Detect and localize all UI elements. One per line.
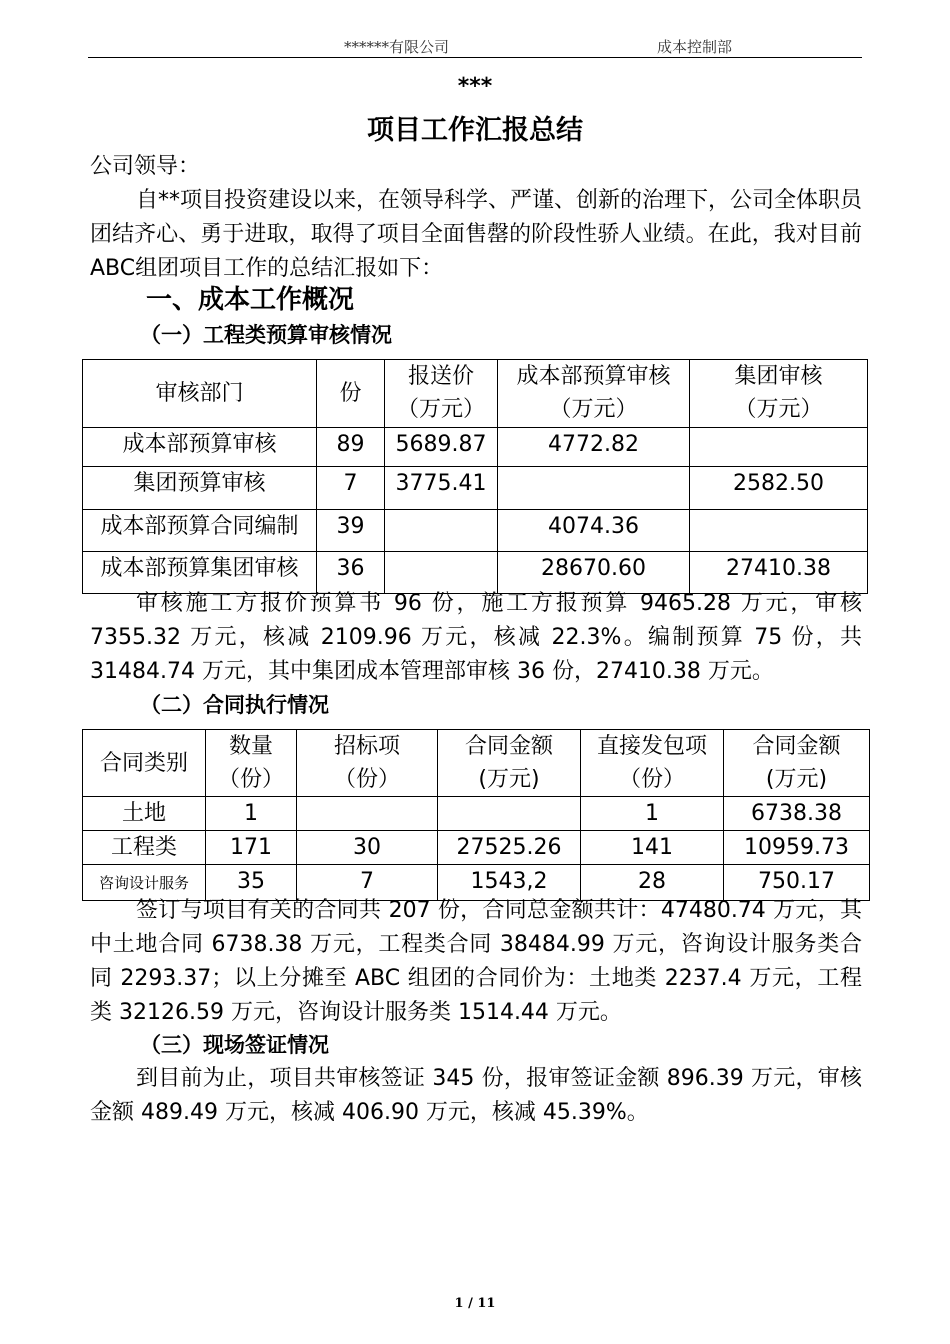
header-cell: 成本部预算审核 （万元） (498, 360, 690, 428)
page-number: 1 / 11 (454, 1296, 496, 1311)
header-rule (88, 57, 862, 58)
site-visa-summary: 到目前为止，项目共审核签证 345 份，报审签证金额 896.39 万元，审核金额 489.49 万元，核减 406.90 万元，核减 45.39%。 (90, 1066, 862, 1125)
table-cell: 土地 (83, 797, 206, 831)
budget-review-summary: 审核施工方报价预算书 96 份，施工方报预算 9465.28 万元，审核 7355.32 万元，核减 2109.96 万元，核减 22.3%。编制预算 75 份，共 31484.74 万元，其中集团成本管理部审核 36 份，27410.38 万元。 (90, 591, 862, 684)
header-cell: 审核部门 (83, 360, 317, 428)
table-cell (385, 510, 498, 552)
header-cell: 合同金额 (万元) (724, 730, 870, 797)
header-cell: 数量 （份） (206, 730, 297, 797)
subheading-budget-review: （一）工程类预算审核情况 (140, 323, 392, 347)
subheading-site-visa: （三）现场签证情况 (140, 1033, 329, 1057)
table-cell: 4772.82 (498, 428, 690, 467)
table-row (83, 797, 870, 831)
intro-paragraph: 自**项目投资建设以来，在领导科学、严谨、创新的治理下，公司全体职员团结齐心、勇于进取，取得了项目全面售罄的阶段性骄人业绩。在此，我对目前ABC组团项目工作的总结汇报如下： (90, 188, 863, 281)
table-cell: 27410.38 (690, 552, 868, 594)
table-cell: 成本部预算集团审核 (83, 552, 317, 594)
table-cell (690, 510, 868, 552)
table-cell: 750.17 (724, 865, 870, 901)
table-cell: 1 (206, 797, 297, 831)
table-row (83, 467, 868, 510)
table-row (83, 428, 868, 467)
table-cell: 39 (317, 510, 385, 552)
table-cell: 27525.26 (438, 831, 581, 865)
header-cell: 合同类别 (83, 730, 206, 797)
table-cell: 咨询设计服务 (83, 865, 206, 901)
header-cell: 报送价 （万元） (385, 360, 498, 428)
table-cell: 1543,2 (438, 865, 581, 901)
header-cell: 直接发包项 （份） (581, 730, 724, 797)
table-cell: 3775.41 (385, 467, 498, 510)
header-cell: 份 (317, 360, 385, 428)
salutation: 公司领导： (90, 154, 201, 179)
budget-review-table (82, 359, 868, 594)
table-cell: 4074.36 (498, 510, 690, 552)
table-cell: 141 (581, 831, 724, 865)
table-cell (438, 797, 581, 831)
table-cell (690, 428, 868, 467)
header-department: 成本控制部 (657, 38, 733, 56)
table-cell: 28670.60 (498, 552, 690, 594)
table-cell (498, 467, 690, 510)
section-heading-cost-overview: 一、成本工作概况 (146, 285, 355, 315)
header-cell: 集团审核 （万元） (690, 360, 868, 428)
table-cell: 成本部预算合同编制 (83, 510, 317, 552)
table-cell: 5689.87 (385, 428, 498, 467)
table-cell: 7 (297, 865, 438, 901)
table-cell: 171 (206, 831, 297, 865)
header-cell: 招标项 （份） (297, 730, 438, 797)
table-cell: 集团预算审核 (83, 467, 317, 510)
table-cell: 28 (581, 865, 724, 901)
subheading-contract-execution: （二）合同执行情况 (140, 693, 329, 717)
contract-execution-table (82, 729, 870, 901)
table-header-row (83, 360, 868, 428)
table-cell: 35 (206, 865, 297, 901)
table-header-row (83, 730, 870, 797)
table-row (83, 510, 868, 552)
table-cell: 7 (317, 467, 385, 510)
doc-title: 项目工作汇报总结 (367, 115, 583, 146)
table-cell: 成本部预算审核 (83, 428, 317, 467)
table-cell (297, 797, 438, 831)
table-cell: 89 (317, 428, 385, 467)
header-cell: 合同金额 (万元) (438, 730, 581, 797)
table-cell: 10959.73 (724, 831, 870, 865)
doc-title-project: *** (457, 74, 493, 99)
table-cell: 6738.38 (724, 797, 870, 831)
table-cell: 30 (297, 831, 438, 865)
table-cell: 2582.50 (690, 467, 868, 510)
header-company: ******有限公司 (344, 38, 450, 56)
table-row (83, 831, 870, 865)
table-cell: 1 (581, 797, 724, 831)
contract-execution-summary: 签订与项目有关的合同共 207 份，合同总金额共计：47480.74 万元，其中土地合同 6738.38 万元，工程类合同 38484.99 万元，咨询设计服务类合同 2293.37；以上分摊至 ABC 组团的合同价为：土地类 2237.4 万元，工程类 32126.59 万元，咨询设计服务类 1514.44 万元。 (90, 898, 862, 1025)
table-cell: 36 (317, 552, 385, 594)
table-cell: 工程类 (83, 831, 206, 865)
